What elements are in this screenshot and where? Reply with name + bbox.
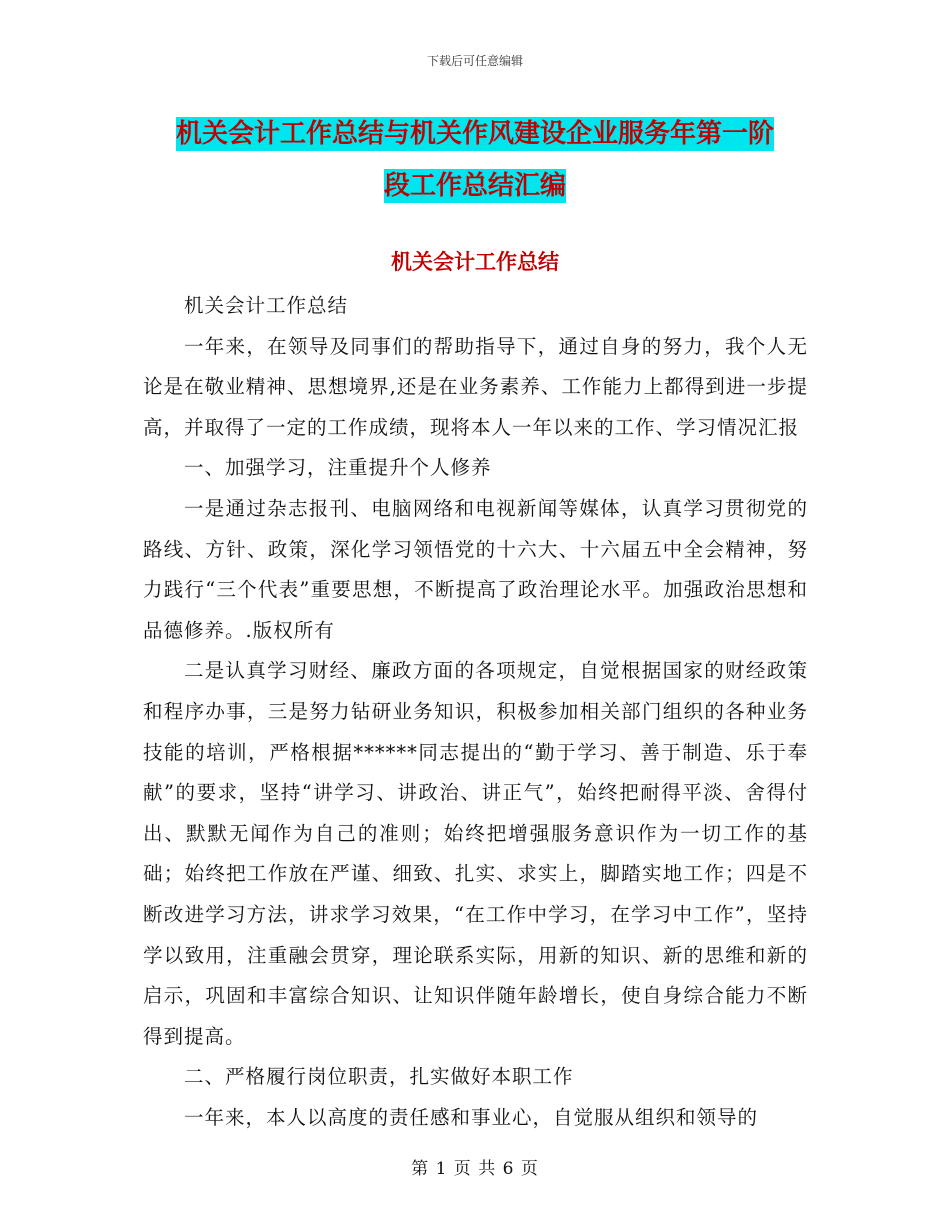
paragraph: 二、严格履行岗位职责，扎实做好本职工作: [183, 1065, 574, 1089]
section-title: 机关会计工作总结: [391, 250, 559, 274]
paragraph: 一年来，在领导及同事们的帮助指导下，通过自身的努力，我个人无论是在敬业精神、思想境界,还是在业务素养、工作能力上都得到进一步提高，并取得了一定的工作成绩，现将本人一年以来的工作、学习情况汇报: [143, 334, 808, 439]
body-text: [143, 286, 808, 1138]
document-title: [140, 108, 810, 212]
paragraph: 二是认真学习财经、廉政方面的各项规定，自觉根据国家的财经政策和程序办事，三是努力钻研业务知识，积极参加相关部门组织的各种业务技能的培训，严格根据******同志提出的“勤于学习、善于制造、乐于奉献”的要求，坚持“讲学习、讲政治、讲正气”，始终把耐得平淡、舍得付出、默默无闻作为自己的准则；始终把增强服务意识作为一切工作的基础；始终把工作放在严谨、细致、扎实、求实上，脚踏实地工作；四是不断改进学习方法，讲求学习效果，“在工作中学习，在学习中工作”，坚持学以致用，注重融会贯穿，理论联系实际，用新的知识、新的思维和新的启示，巩固和丰富综合知识、让知识伴随年龄增长，使自身综合能力不断得到提高。: [143, 659, 808, 1048]
document-title-line1: 机关会计工作总结与机关作风建设企业服务年第一阶: [175, 119, 774, 149]
header-note: 下载后可任意编辑: [426, 54, 523, 68]
paragraph: 一年来，本人以高度的责任感和事业心，自觉服从组织和领导的: [183, 1105, 758, 1129]
document-title-line2: 段工作总结汇编: [383, 171, 566, 201]
page-number-footer: 第 1 页 共 6 页: [411, 1159, 539, 1179]
paragraph: 一、加强学习，注重提升个人修养: [183, 456, 492, 480]
paragraph: 一是通过杂志报刊、电脑网络和电视新闻等媒体，认真学习贯彻党的路线、方针、政策，深化学习领悟党的十六大、十六届五中全会精神，努力践行“三个代表”重要思想，不断提高了政治理论水平。加强政治思想和品德修养。.版权所有: [143, 496, 808, 642]
paragraph: 机关会计工作总结: [183, 294, 348, 317]
